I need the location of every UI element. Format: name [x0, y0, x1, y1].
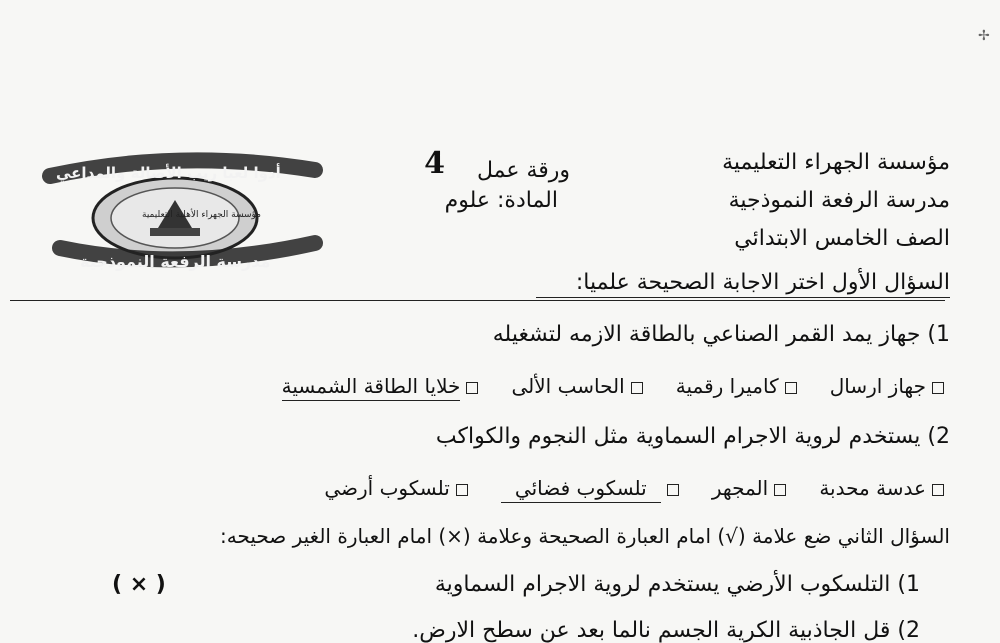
q2-option-answer[interactable]: تلسكوب فضائي — [501, 476, 685, 500]
worksheet-label: ورقة عمل — [476, 158, 570, 183]
logo-seal-text: مؤسسة الجهراء الأهلية التعليمية — [142, 210, 261, 220]
q1-option[interactable]: الحاسب الألى — [512, 374, 649, 398]
school-logo — [40, 148, 330, 288]
section2-title: السؤال الثاني ضع علامة (√) امام العبارة الصحيحة وعلامة (×) امام العبارة الغير صحيحه: — [219, 524, 950, 548]
logo-bottom-text: مدرسة الرفعة النموذجية — [80, 252, 271, 271]
checkbox-icon — [667, 484, 679, 496]
checkbox-icon — [785, 382, 797, 394]
q2-option[interactable]: عدسة محدبة — [819, 476, 950, 500]
s1-answer: ( × ) — [112, 572, 166, 597]
institution-name: مؤسسة الجهراء التعليمية — [722, 150, 950, 175]
section1-title: السؤال الأول اختر الاجابة الصحيحة علميا: — [536, 270, 950, 295]
corner-mark: ✢ — [978, 28, 990, 44]
checkbox-icon — [456, 484, 468, 496]
worksheet-number: 4 — [424, 146, 445, 181]
subject-label: المادة: علوم — [444, 188, 558, 213]
checkbox-icon — [932, 484, 944, 496]
s2-text: 2) قل الجاذبية الكرية الجسم نالما بعد عن سطح الارض. — [412, 618, 920, 643]
q1-options — [260, 374, 950, 398]
s1-text: 1) التلسكوب الأرضي يستخدم لروية الاجرام السماوية — [434, 572, 920, 597]
grade-label: الصف الخامس الابتدائي — [734, 226, 950, 251]
checkbox-icon — [774, 484, 786, 496]
logo-top-text: أدوا لعبا ريب الأصالة والمداعي — [56, 164, 281, 182]
q2-option[interactable]: المجهر — [712, 476, 792, 500]
q2-option[interactable]: تلسكوب أرضي — [324, 476, 473, 500]
checkbox-icon — [631, 382, 643, 394]
divider-line — [10, 300, 945, 301]
checkbox-icon — [466, 382, 478, 394]
school-name: مدرسة الرفعة النموذجية — [728, 188, 950, 213]
q2-text: 2) يستخدم لروية الاجرام السماوية مثل النجوم والكواكب — [435, 424, 950, 449]
worksheet-title — [424, 146, 570, 185]
checkbox-icon — [932, 382, 944, 394]
q1-option-answer[interactable]: خلايا الطاقة الشمسية — [282, 374, 485, 398]
q1-text: 1) جهاز يمد القمر الصناعي بالطاقة الازمه لتشغيله — [492, 322, 950, 347]
q1-option[interactable]: كاميرا رقمية — [676, 374, 803, 398]
q2-options — [302, 476, 950, 500]
q1-option[interactable]: جهاز ارسال — [830, 374, 950, 398]
